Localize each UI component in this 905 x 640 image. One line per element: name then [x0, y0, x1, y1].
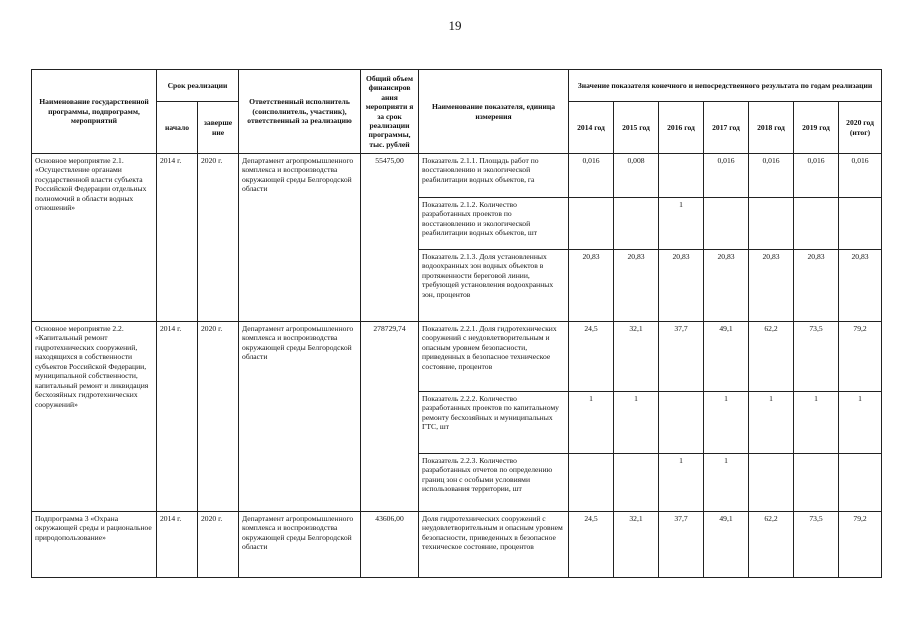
header-year: 2020 год (итог) — [839, 102, 882, 154]
measure-name: Основное мероприятие 2.2. «Капитальный ремонт гидротехнических сооружений, находящихся в собственности субъектов Российской Федерации, муниципальной собственности, капитальный ремонт и ликвидация бесхозяйных гидротехнических сооружений» — [32, 322, 157, 512]
indicator-value — [659, 154, 704, 198]
indicator-value: 1 — [704, 392, 749, 454]
indicator-value: 37,7 — [659, 512, 704, 578]
indicator-value: 1 — [704, 454, 749, 512]
header-year: 2015 год — [614, 102, 659, 154]
indicator-value: 79,2 — [839, 322, 882, 392]
header-values: Значение показателя конечного и непосредственного результата по годам реализации — [569, 70, 882, 102]
measure-name: Основное мероприятие 2.1. «Осуществление органами государственной власти субъекта Российской Федерации отдельных полномочий в области водных отношений» — [32, 154, 157, 322]
indicator-value: 20,83 — [704, 250, 749, 322]
indicator-value — [749, 454, 794, 512]
header-start: начало — [157, 102, 198, 154]
executor: Департамент агропромышленного комплекса и воспроизводства окружающей среды Белгородской области — [239, 154, 361, 322]
indicator-value: 0,016 — [704, 154, 749, 198]
table-row — [32, 154, 882, 198]
indicator-value: 20,83 — [794, 250, 839, 322]
indicator-value: 32,1 — [614, 322, 659, 392]
header-year: 2016 год — [659, 102, 704, 154]
funding-volume: 278729,74 — [361, 322, 419, 512]
indicator-value: 49,1 — [704, 322, 749, 392]
indicator-value — [839, 198, 882, 250]
indicator-value — [794, 198, 839, 250]
header-year: 2017 год — [704, 102, 749, 154]
end-year: 2020 г. — [198, 154, 239, 322]
indicator-value — [569, 454, 614, 512]
end-year: 2020 г. — [198, 512, 239, 578]
header-end: заверше ние — [198, 102, 239, 154]
indicator-name: Доля гидротехнических сооружений с неудовлетворительным и опасным уровнем безопасности, приведенных в безопасное техническое состояние, процентов — [419, 512, 569, 578]
indicator-value: 1 — [794, 392, 839, 454]
indicator-value — [794, 454, 839, 512]
indicator-value: 32,1 — [614, 512, 659, 578]
indicator-value: 73,5 — [794, 512, 839, 578]
indicator-value: 20,83 — [839, 250, 882, 322]
indicator-name: Показатель 2.2.2. Количество разработанных проектов по капитальному ремонту бесхозяйных и муниципальных ГТС, шт — [419, 392, 569, 454]
header-indicator: Наименование показателя, единица измерения — [419, 70, 569, 154]
indicator-value: 20,83 — [659, 250, 704, 322]
indicator-value: 1 — [659, 454, 704, 512]
indicator-value: 0,016 — [749, 154, 794, 198]
start-year: 2014 г. — [157, 512, 198, 578]
indicator-value: 1 — [749, 392, 794, 454]
indicator-name: Показатель 2.1.2. Количество разработанных проектов по восстановлению и экологической реабилитации водных объектов, шт — [419, 198, 569, 250]
header-volume: Общий объем финансиров ания мероприяти я за срок реализации программы, тыс. рублей — [361, 70, 419, 154]
indicator-value — [839, 454, 882, 512]
header-year: 2018 год — [749, 102, 794, 154]
indicator-value: 0,016 — [794, 154, 839, 198]
indicator-value: 49,1 — [704, 512, 749, 578]
measure-name: Подпрограмма 3 «Охрана окружающей среды и рациональное природопользование» — [32, 512, 157, 578]
indicator-value: 24,5 — [569, 322, 614, 392]
header-period: Срок реализации — [157, 70, 239, 102]
executor: Департамент агропромышленного комплекса и воспроизводства окружающей среды Белгородской области — [239, 512, 361, 578]
indicator-value — [614, 198, 659, 250]
indicator-value: 62,2 — [749, 512, 794, 578]
header-executor: Ответственный исполнитель (соисполнитель, участник), ответственный за реализацию — [239, 70, 361, 154]
indicator-value: 1 — [659, 198, 704, 250]
header-year: 2014 год — [569, 102, 614, 154]
indicator-name: Показатель 2.1.1. Площадь работ по восстановлению и экологической реабилитации водных объектов, га — [419, 154, 569, 198]
end-year: 2020 г. — [198, 322, 239, 512]
page-number: 19 — [448, 18, 462, 33]
indicator-value: 1 — [614, 392, 659, 454]
header-year: 2019 год — [794, 102, 839, 154]
indicator-value: 1 — [569, 392, 614, 454]
funding-volume: 43606,00 — [361, 512, 419, 578]
indicator-value: 20,83 — [749, 250, 794, 322]
indicator-value: 24,5 — [569, 512, 614, 578]
indicator-value: 1 — [839, 392, 882, 454]
indicator-value: 20,83 — [569, 250, 614, 322]
start-year: 2014 г. — [157, 154, 198, 322]
indicator-name: Показатель 2.2.3. Количество разработанных отчетов по определению границ зон с особыми условиями использования территории, шт — [419, 454, 569, 512]
indicator-value: 0,008 — [614, 154, 659, 198]
indicator-value: 0,016 — [569, 154, 614, 198]
indicator-value: 62,2 — [749, 322, 794, 392]
program-table — [31, 69, 882, 578]
indicator-value: 73,5 — [794, 322, 839, 392]
indicator-value: 79,2 — [839, 512, 882, 578]
executor: Департамент агропромышленного комплекса и воспроизводства окружающей среды Белгородской области — [239, 322, 361, 512]
indicator-value: 37,7 — [659, 322, 704, 392]
indicator-value — [749, 198, 794, 250]
header-name: Наименование государственной программы, подпрограмм, мероприятий — [32, 70, 157, 154]
indicator-name: Показатель 2.1.3. Доля установленных водоохранных зон водных объектов в протяженности береговой линии, требующей установления водоохранных зон, процентов — [419, 250, 569, 322]
indicator-value: 0,016 — [839, 154, 882, 198]
indicator-value — [569, 198, 614, 250]
indicator-name: Показатель 2.2.1. Доля гидротехнических сооружений с неудовлетворительным и опасным уровнем безопасности, приведенных в безопасное техническое состояние, процентов — [419, 322, 569, 392]
indicator-value — [704, 198, 749, 250]
indicator-value — [659, 392, 704, 454]
table-row — [32, 322, 882, 392]
funding-volume: 55475,00 — [361, 154, 419, 322]
table-row — [32, 512, 882, 578]
indicator-value — [614, 454, 659, 512]
indicator-value: 20,83 — [614, 250, 659, 322]
start-year: 2014 г. — [157, 322, 198, 512]
